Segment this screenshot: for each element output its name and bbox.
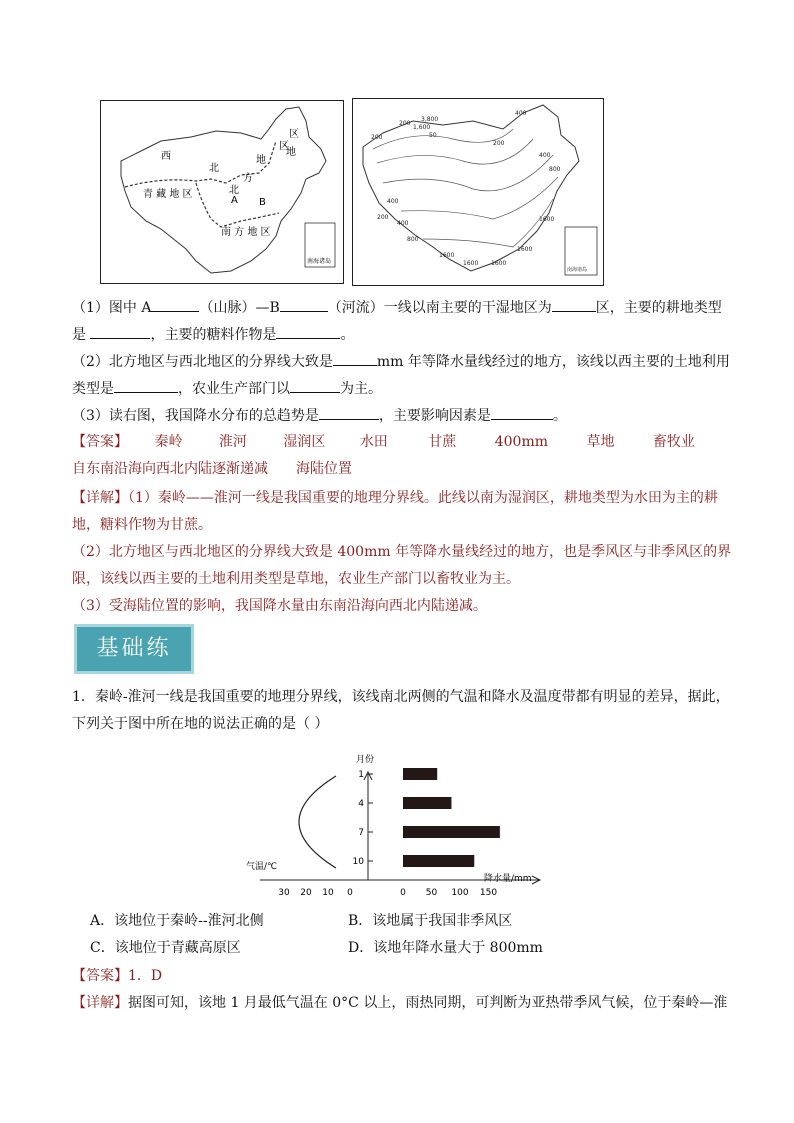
answer-tag: 【答案】: [72, 968, 128, 984]
precip-tick-label: 0: [400, 888, 406, 898]
precip-axis-label: 降水量/mm: [484, 874, 532, 884]
label-di2: 地: [286, 147, 296, 158]
blank: [114, 378, 178, 393]
temperature-curve: [299, 776, 336, 868]
precip-label: 1600: [491, 260, 507, 267]
blank: [491, 405, 553, 420]
month-axis-label: 月份: [356, 755, 375, 765]
precip-label: 800: [407, 236, 419, 243]
blank: [319, 405, 379, 420]
precip-label: 200: [377, 214, 389, 221]
precip-tick-label: 100: [451, 888, 469, 898]
temperature-axis-label: 气温/℃: [246, 862, 278, 872]
detail-line-4: 限，该线以西主要的土地利用类型是草地，农业生产部门以畜牧业为主。: [72, 571, 520, 587]
answer-item: 甘蔗: [428, 434, 457, 450]
month-tick-label: 7: [358, 828, 364, 838]
blank: [552, 297, 596, 312]
section-title: 基础练: [96, 636, 172, 661]
question-line-3: （2）北方地区与西北地区的分界线大致是 mm 年等降水量线经过的地方，该线以西主要的土地利用: [72, 351, 730, 372]
detail-tag: 【详解】: [72, 490, 128, 506]
answer-item: 400mm: [494, 434, 548, 450]
precip-label: 1600: [517, 246, 533, 253]
detail-tag: 【详解】: [72, 995, 128, 1011]
detail-line-3: （2）北方地区与西北地区的分界线大致是 400mm 年等降水量线经过的地方，也是季风区与非季风区的界: [72, 544, 732, 560]
precip-label: 1600: [539, 216, 555, 223]
isohyet-line-2: [377, 139, 533, 164]
blank: [151, 297, 199, 312]
answer-value: 1．D: [128, 968, 163, 984]
precip-bar: [403, 826, 500, 838]
month-tick-label: 10: [352, 857, 364, 867]
label-xi: 西: [161, 151, 171, 162]
precip-bar: [403, 797, 451, 809]
temp-tick-label: 20: [300, 888, 312, 898]
blank: [90, 324, 150, 339]
question-line-4: 类型是 ，农业生产部门以 为主。: [72, 378, 382, 399]
label-fang: 方: [243, 173, 253, 184]
label-a: A: [231, 195, 238, 206]
regions-map: [100, 100, 344, 284]
regions-map-svg: [101, 101, 343, 283]
answer-item: 水田: [359, 434, 388, 450]
answer2-line: [72, 966, 162, 986]
question1-line-2: 下列关于图中所在地的说法正确的是（ ）: [72, 716, 329, 732]
precip-tick-label: 50: [425, 888, 438, 898]
temp-tick-label: 0: [347, 888, 353, 898]
precipitation-map-svg: [353, 99, 603, 285]
answer-line-2: 自东南沿海向西北内陆逐渐递减 海陆位置: [72, 461, 352, 477]
answer-tag: 【答案】: [72, 434, 128, 450]
label-nanfang: 南 方 地 区: [221, 227, 271, 238]
section-title-box: [74, 624, 194, 674]
temp-tick-label: 30: [278, 888, 290, 898]
precip-bar: [403, 768, 437, 780]
precip-label: 400: [515, 110, 527, 117]
precip-label: 50: [429, 132, 437, 139]
answer-item: 草地: [586, 434, 615, 450]
label-qu: 区: [289, 129, 299, 140]
option-d[interactable]: D．该地年降水量大于 800mm: [348, 940, 543, 956]
label-qu2: 区: [279, 141, 289, 152]
label-b: B: [259, 197, 266, 208]
precip-tick-label: 150: [479, 888, 498, 898]
detail-line-5: （3）受海陆位置的影响，我国降水量由东南沿海向西北内陆递减。: [72, 598, 487, 614]
month-tick-label: 4: [358, 799, 364, 809]
label-inset: 南海诸岛: [307, 258, 332, 265]
precip-bar: [403, 855, 474, 867]
precip-label: 400: [397, 220, 409, 227]
precip-label: 400: [539, 152, 551, 159]
blank: [290, 378, 340, 393]
isohyet-line-3: [383, 155, 553, 191]
option-b[interactable]: B．该地属于我国非季风区: [348, 913, 513, 929]
precip-label: 400: [387, 198, 399, 205]
temp-tick-label: 10: [322, 888, 334, 898]
label-bei: 北: [209, 163, 219, 174]
month-tick-label: 1: [358, 770, 364, 780]
answer-item: 淮河: [218, 434, 247, 450]
isohyet-line-4: [401, 177, 558, 219]
climate-chart: [240, 748, 560, 900]
precip-label: 200: [371, 134, 383, 141]
answer-item: 秦岭: [154, 434, 183, 450]
option-c[interactable]: C．该地位于青藏高原区: [90, 940, 241, 956]
precip-label: 800: [549, 166, 561, 173]
label-qingzang: 青 藏 地 区: [143, 189, 193, 200]
detail-line-2: 地，糖料作物为甘蔗。: [72, 517, 212, 533]
precip-label: 1600: [463, 260, 479, 267]
isohyet-line-5: [423, 199, 553, 247]
label-di: 地: [256, 155, 266, 166]
precip-label: 200: [399, 120, 411, 127]
isohyet-line-1: [373, 129, 513, 149]
question-line-1: （1）图中 A （山脉）—B （河流）一线以南主要的干湿地区为 区，主要的耕地类型: [72, 297, 722, 318]
precip-label: 1,600: [413, 124, 431, 131]
blank: [276, 324, 340, 339]
precipitation-map: [352, 98, 604, 286]
blank: [280, 297, 328, 312]
answer-line-1: [72, 432, 695, 452]
detail-line-1: 【详解】（1）秦岭——淮河一线是我国重要的地理分界线。此线以南为湿润区，耕地类型为水田为主的耕: [72, 490, 718, 506]
precip-inset-label: 南海诸岛: [567, 267, 588, 273]
question1-line-1: 1．秦岭-淮河一线是我国重要的地理分界线，该线南北两侧的气温和降水及温度带都有明显的差异，据此，: [72, 689, 730, 705]
question-line-2: 是 ，主要的糖料作物是 。: [72, 324, 354, 345]
answer-item: 畜牧业: [652, 434, 695, 450]
precip-label: 3,800: [421, 116, 439, 123]
precip-label: 200: [493, 140, 505, 147]
answer-item: 湿润区: [283, 434, 326, 450]
label-bei2: 北: [229, 185, 239, 196]
blank: [333, 351, 377, 366]
detail2-line: 【详解】据图可知，该地 1 月最低气温在 0°C 以上，雨热同期，可判断为亚热带季风气候，位于秦岭—淮: [72, 995, 728, 1011]
question-line-5: （3）读右图，我国降水分布的总趋势是 ，主要影响因素是 。: [72, 405, 567, 426]
option-a[interactable]: A．该地位于秦岭--淮河北侧: [90, 913, 264, 929]
precip-label: 1600: [439, 252, 455, 259]
